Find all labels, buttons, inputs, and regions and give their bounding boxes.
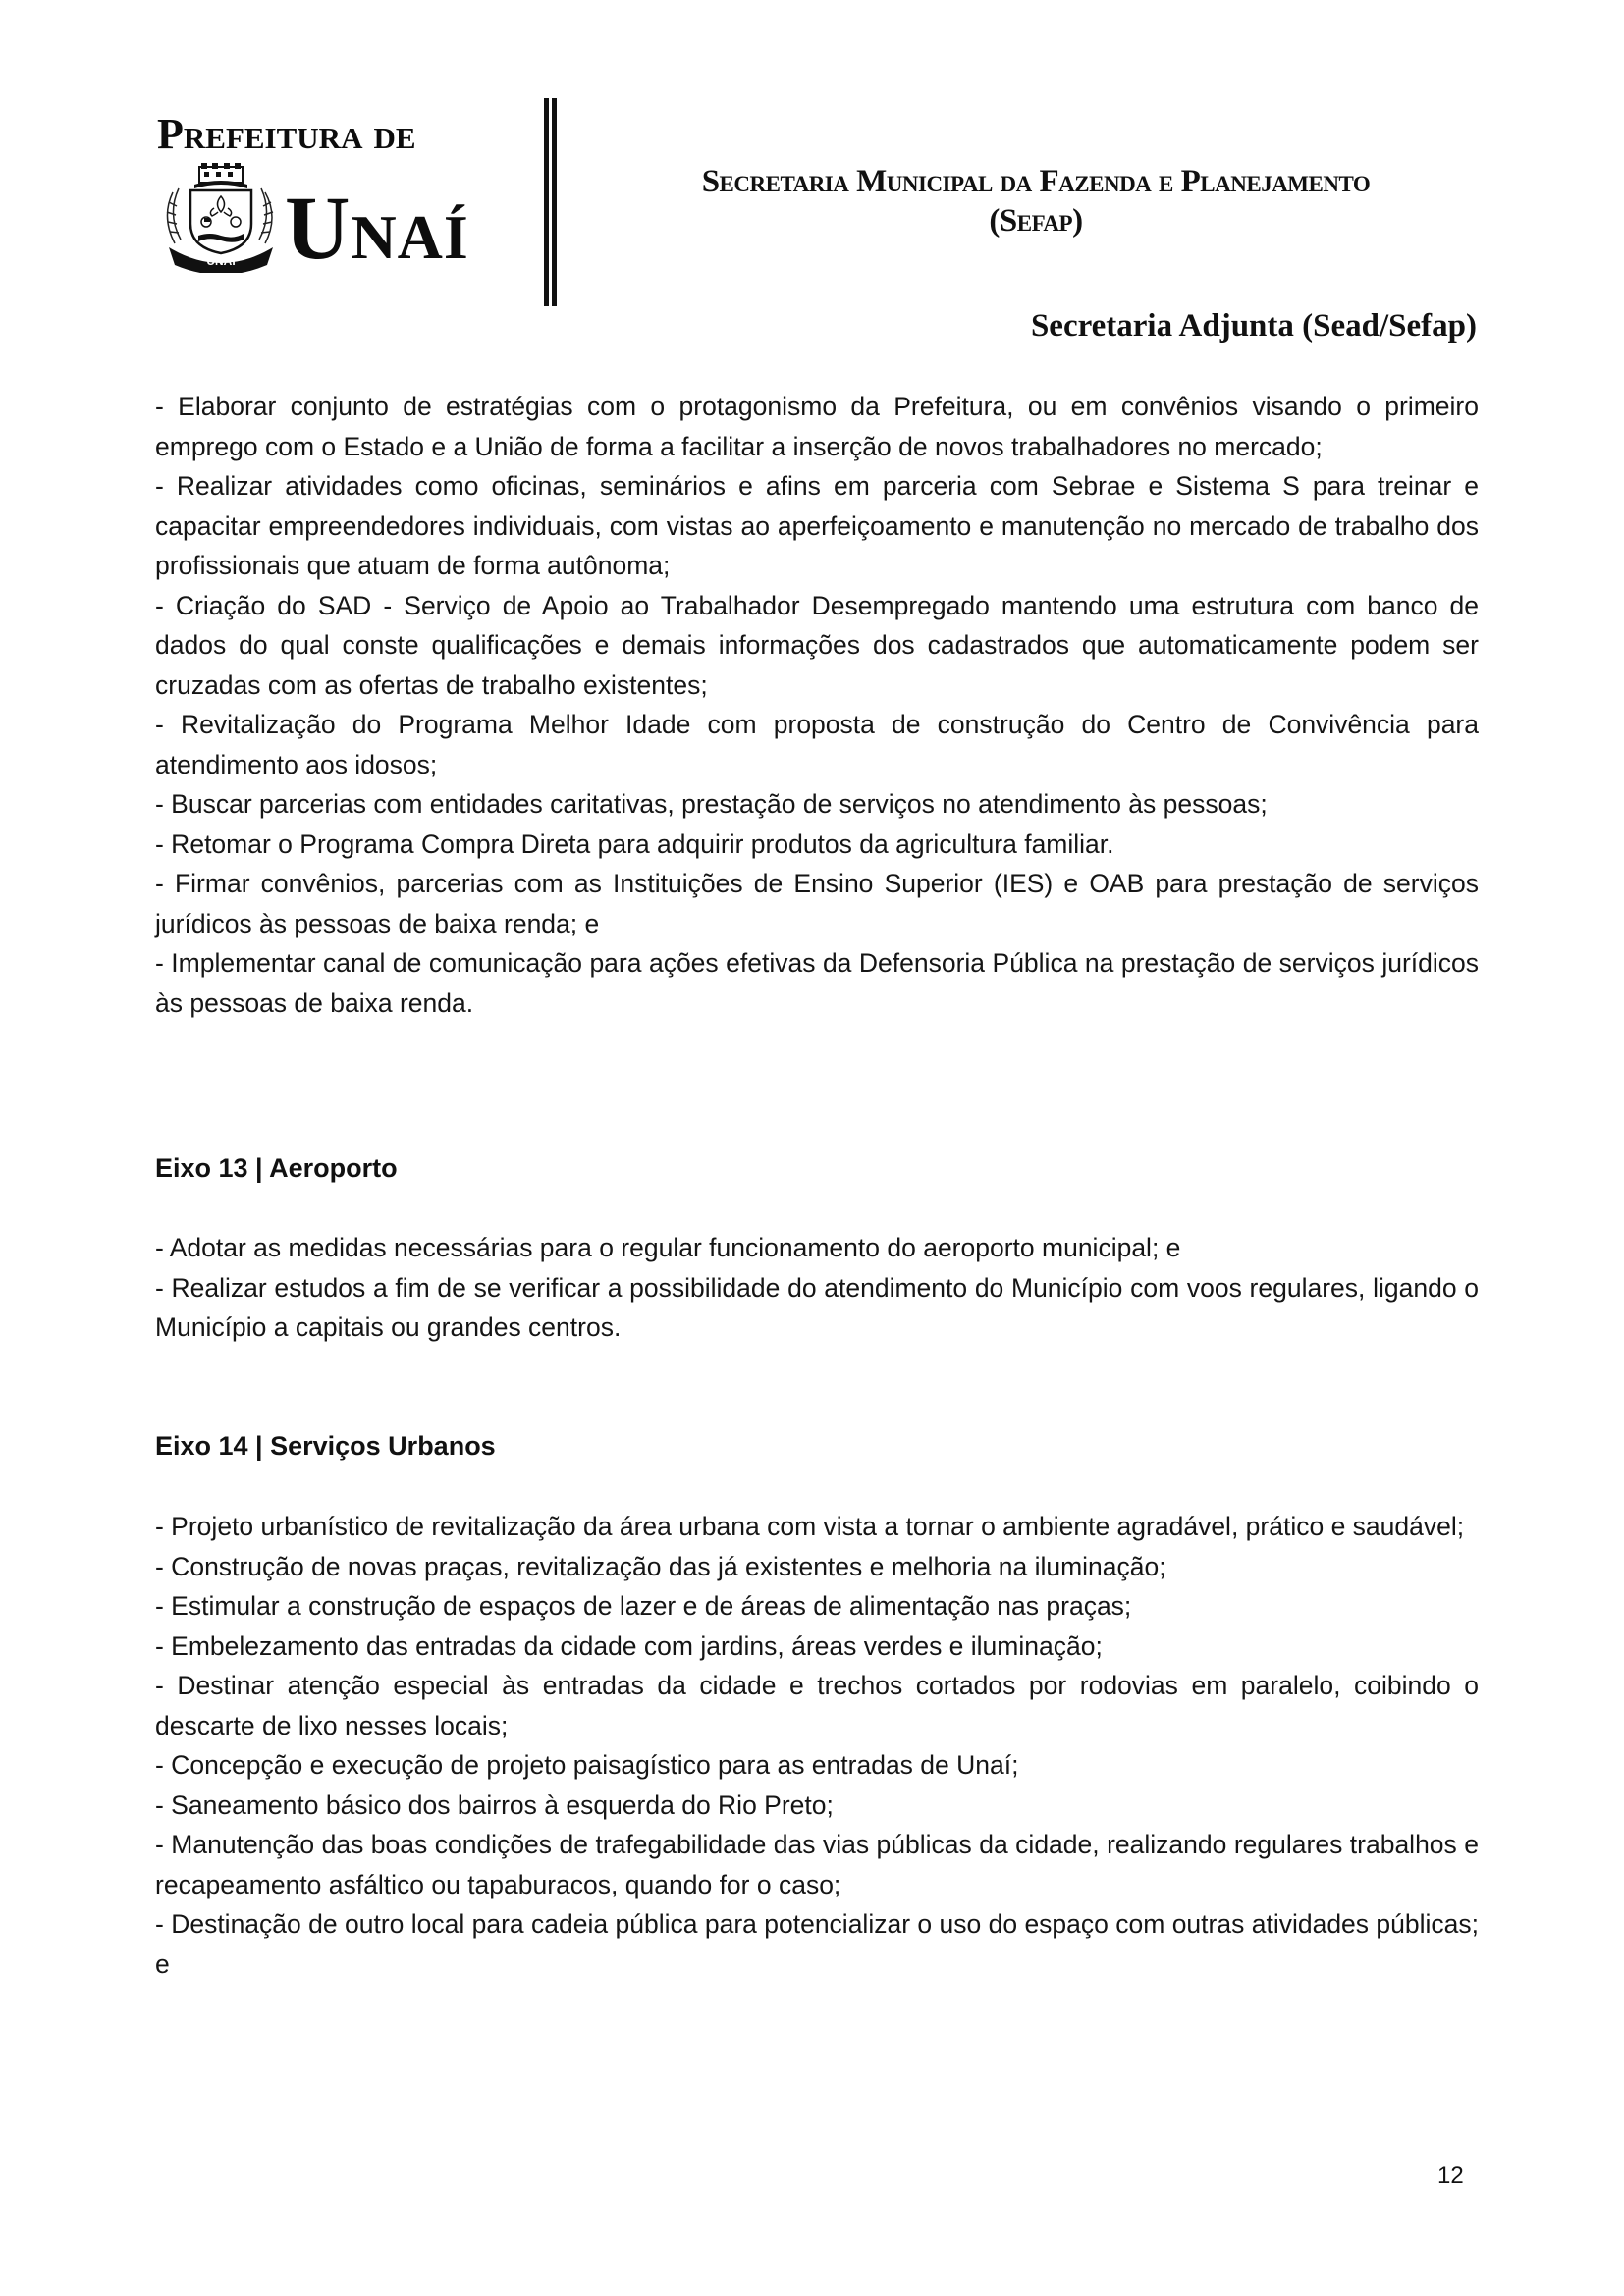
section-list-eixo-13: [155, 1228, 1479, 1348]
section-list-eixo-14: [155, 1507, 1479, 1984]
list-item: - Projeto urbanístico de revitalização da área urbana com vista a tornar o ambiente agradável, prático e saudável;: [155, 1512, 1465, 1541]
list-item: - Destinação de outro local para cadeia pública para potencializar o uso do espaço com outras atividades públicas; e: [155, 1909, 1479, 1979]
brand-city-name: Unaí: [285, 178, 469, 278]
brand-line-prefeitura: Prefeitura de: [157, 110, 416, 158]
list-item: - Saneamento básico dos bairros à esquerda do Rio Preto;: [155, 1789, 834, 1820]
list-item: - Retomar o Programa Compra Direta para adquirir produtos da agricultura familiar.: [155, 828, 1114, 859]
page-number: 12: [1437, 2163, 1464, 2189]
secretariat-name: Secretaria Municipal da Fazenda e Planejamento: [701, 164, 1371, 199]
list-item: - Embelezamento das entradas da cidade com jardins, áreas verdes e iluminação;: [155, 1630, 1103, 1661]
header-divider-line: [544, 98, 549, 306]
secretariat-subtitle: Secretaria Adjunta (Sead/Sefap): [1030, 308, 1477, 344]
list-item: - Firmar convênios, parcerias com as Instituições de Ensino Superior (IES) e OAB para prestação de serviços jurídicos às pessoas de baixa renda; e: [155, 869, 1479, 938]
list-item: - Elaborar conjunto de estratégias com o protagonismo da Prefeitura, ou em convênios visando o primeiro emprego com o Estado e a União de forma a facilitar a inserção de novos trabalhadores no mercado;: [155, 392, 1479, 461]
list-item: - Concepção e execução de projeto paisagístico para as entradas de Unaí;: [155, 1750, 1019, 1780]
list-item: - Destinar atenção especial às entradas da cidade e trechos cortados por rodovias em paralelo, coibindo o descarte de lixo nesses locais;: [155, 1671, 1479, 1740]
list-item: - Buscar parcerias com entidades caritativas, prestação de serviços no atendimento às pessoas;: [155, 789, 1268, 819]
list-item: - Adotar as medidas necessárias para o regular funcionamento do aeroporto municipal; e: [155, 1233, 1181, 1262]
list-item: - Realizar atividades como oficinas, seminários e afins em parceria com Sebrae e Sistema S para treinar e capacitar empreendedores individuais, com vistas ao aperfeiçoamento e manutenção no mercado de trabalho dos profissionais que atuam de forma autônoma;: [155, 471, 1479, 580]
list-item: - Realizar estudos a fim de se verificar a possibilidade do atendimento do Município com voos regulares, ligando o Município a capitais ou grandes centros.: [155, 1272, 1479, 1342]
svg-text:UNAÍ: UNAÍ: [206, 254, 236, 268]
list-item: - Implementar canal de comunicação para ações efetivas da Defensoria Pública na prestação de serviços jurídicos às pessoas de baixa renda.: [155, 948, 1479, 1018]
list-item: - Revitalização do Programa Melhor Idade com proposta de construção do Centro de Convivência para atendimento aos idosos;: [155, 710, 1479, 779]
section-heading-eixo-13: Eixo 13 | Aeroporto: [155, 1153, 398, 1183]
secretariat-title: [589, 162, 1483, 240]
section-list-continuation: [155, 387, 1479, 1023]
header-divider-line: [552, 98, 557, 306]
section-heading-eixo-14: Eixo 14 | Serviços Urbanos: [155, 1431, 496, 1461]
list-item: - Estimular a construção de espaços de lazer e de áreas de alimentação nas praças;: [155, 1591, 1132, 1621]
list-item: - Criação do SAD - Serviço de Apoio ao Trabalhador Desempregado mantendo uma estrutura com banco de dados do qual conste qualificações e demais informações dos cadastrados que automaticamente podem ser cruzadas com as ofertas de trabalho existentes;: [155, 590, 1479, 700]
coat-of-arms-icon: [155, 163, 287, 273]
list-item: - Manutenção das boas condições de trafegabilidade das vias públicas da cidade, realizando regulares trabalhos e recapeamento asfáltico ou tapaburacos, quando for o caso;: [155, 1830, 1479, 1899]
list-item: - Construção de novas praças, revitalização das já existentes e melhoria na iluminação;: [155, 1551, 1166, 1581]
secretariat-acronym: (Sefap): [989, 203, 1083, 239]
